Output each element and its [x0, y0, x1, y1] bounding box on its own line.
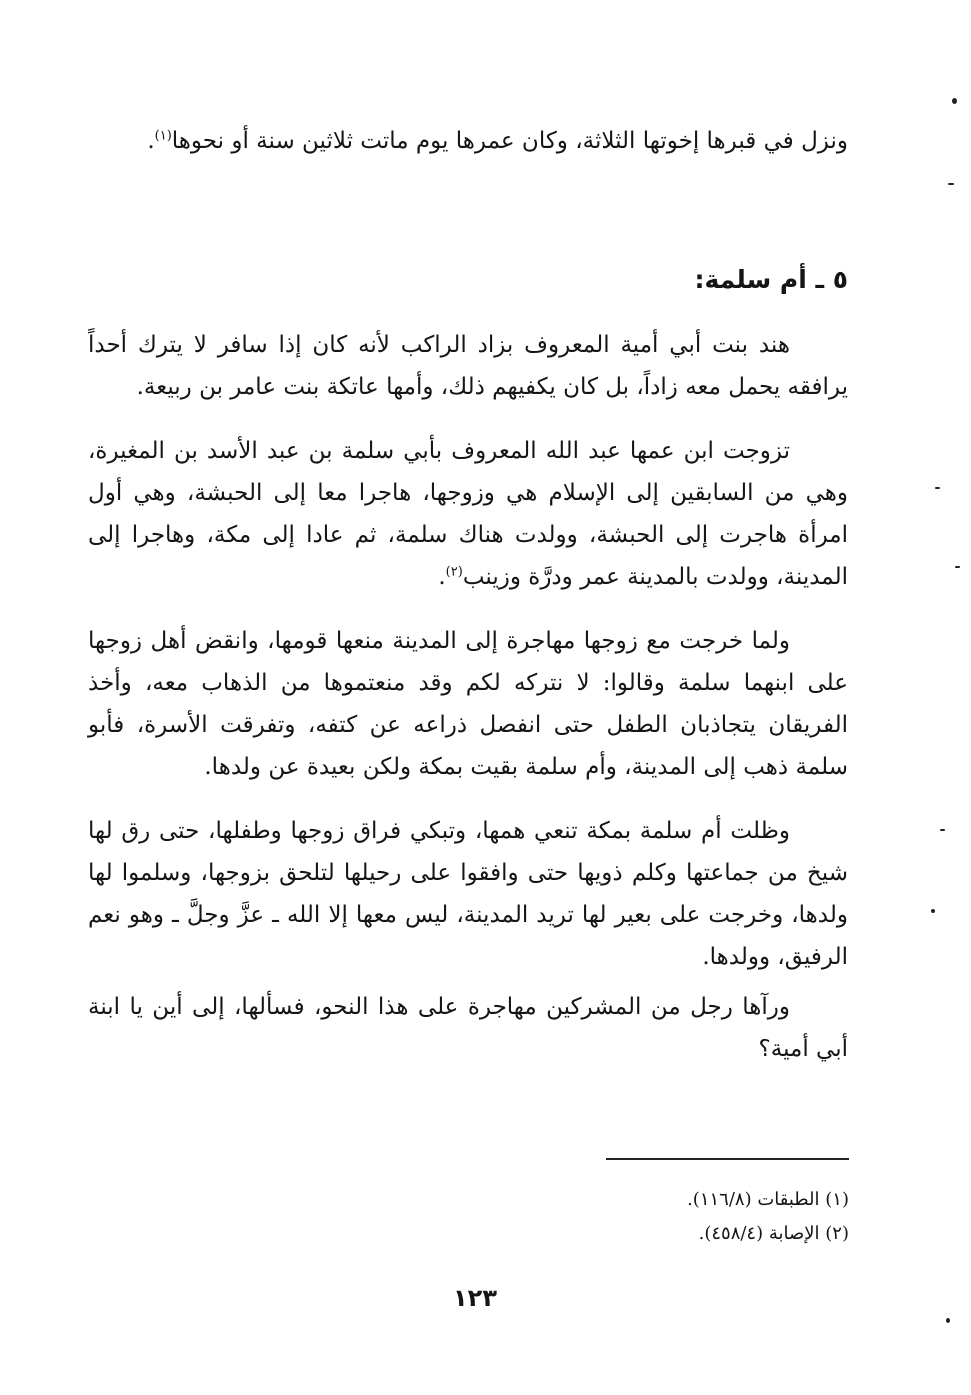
paragraph-3 [88, 430, 848, 598]
scan-speck [952, 98, 957, 104]
scan-speck [955, 566, 960, 568]
paragraph-1 [88, 120, 848, 210]
paragraph-spacer [88, 978, 848, 986]
paragraph-6: ورآها رجل من المشركين مهاجرة على هذا النحو، فسألها، إلى أين يا ابنة أبي أمية؟ [88, 994, 848, 1062]
paragraph-spacer [88, 788, 848, 810]
paragraph-3-text: تزوجت ابن عمها عبد الله المعروف بأبي سلمة بن عبد الأسد بن المغيرة، وهي من السابقين إلى الإسلام هي وزوجها، هاجرا معا إلى الحبشة، وهي أول امرأة هاجرت إلى الحبشة، وولدت هناك سلمة، ثم عادا إلى مكة، وهاجرا إلى المدينة، وولدت بالمدينة عمر ودرَّة وزينب [88, 438, 848, 590]
paragraph-5: وظلت أم سلمة بمكة تنعي همها، وتبكي فراق زوجها وطفلها، حتى رق لها شيخ من جماعتها وكلم ذويها حتى وافقوا على رحيلها لتلحق بزوجها، وسلموا لها ولدها، وخرجت على بعير لها تريد المدينة، ليس معها إلا الله ـ عزَّ وجلَّ ـ وهو نعم الرفيق، وولدها. [88, 818, 848, 970]
footnotes [449, 1183, 849, 1251]
scan-speck [931, 909, 935, 913]
footnote-2: (٢) الإصابة (٤٥٨/٤). [698, 1223, 849, 1244]
scan-speck [935, 487, 940, 489]
paragraph-spacer [88, 408, 848, 430]
paragraph-1-text: ونزل في قبرها إخوتها الثلاثة، وكان عمرها يوم ماتت ثلاثين سنة أو نحوها [171, 128, 848, 154]
paragraph-2: هند بنت أبي أمية المعروف بزاد الراكب لأنه كان إذا سافر لا يترك أحداً يرافقه يحمل معه زاداً، بل كان يكفيهم ذلك، وأمها عاتكة بنت عامر بن ربيعة. [88, 332, 848, 400]
footnote-ref-2: (٢) [445, 564, 463, 580]
scan-speck [946, 1318, 950, 1323]
section-heading: ٥ ـ أم سلمة: [694, 265, 848, 294]
footnote-ref-1: (١) [154, 128, 172, 144]
paragraph-1-end: . [147, 128, 155, 154]
paragraph-4: ولما خرجت مع زوجها مهاجرة إلى المدينة منعها قومها، وانقض أهل زوجها على ابنهما سلمة وقالوا: لا نتركه لكم وقد منعتموها من الذهاب معه، وأخذ الفريقان يتجاذبان الطفل حتى انفصل ذراعه عن كتفه، وتفرقت الأسرة، فأبو سلمة ذهب إلى المدينة، وأم سلمة بقيت بمكة ولكن بعيدة عن ولدها. [88, 628, 848, 780]
footnote-1: (١) الطبقات (١١٦/٨). [687, 1189, 849, 1210]
page-body [88, 120, 848, 1070]
scan-speck [948, 183, 954, 185]
page-number: ١٢٣ [453, 1284, 497, 1312]
scan-speck [940, 829, 945, 831]
footnote-divider [606, 1158, 849, 1160]
paragraph-3-end: . [438, 564, 446, 590]
paragraph-spacer [88, 598, 848, 620]
